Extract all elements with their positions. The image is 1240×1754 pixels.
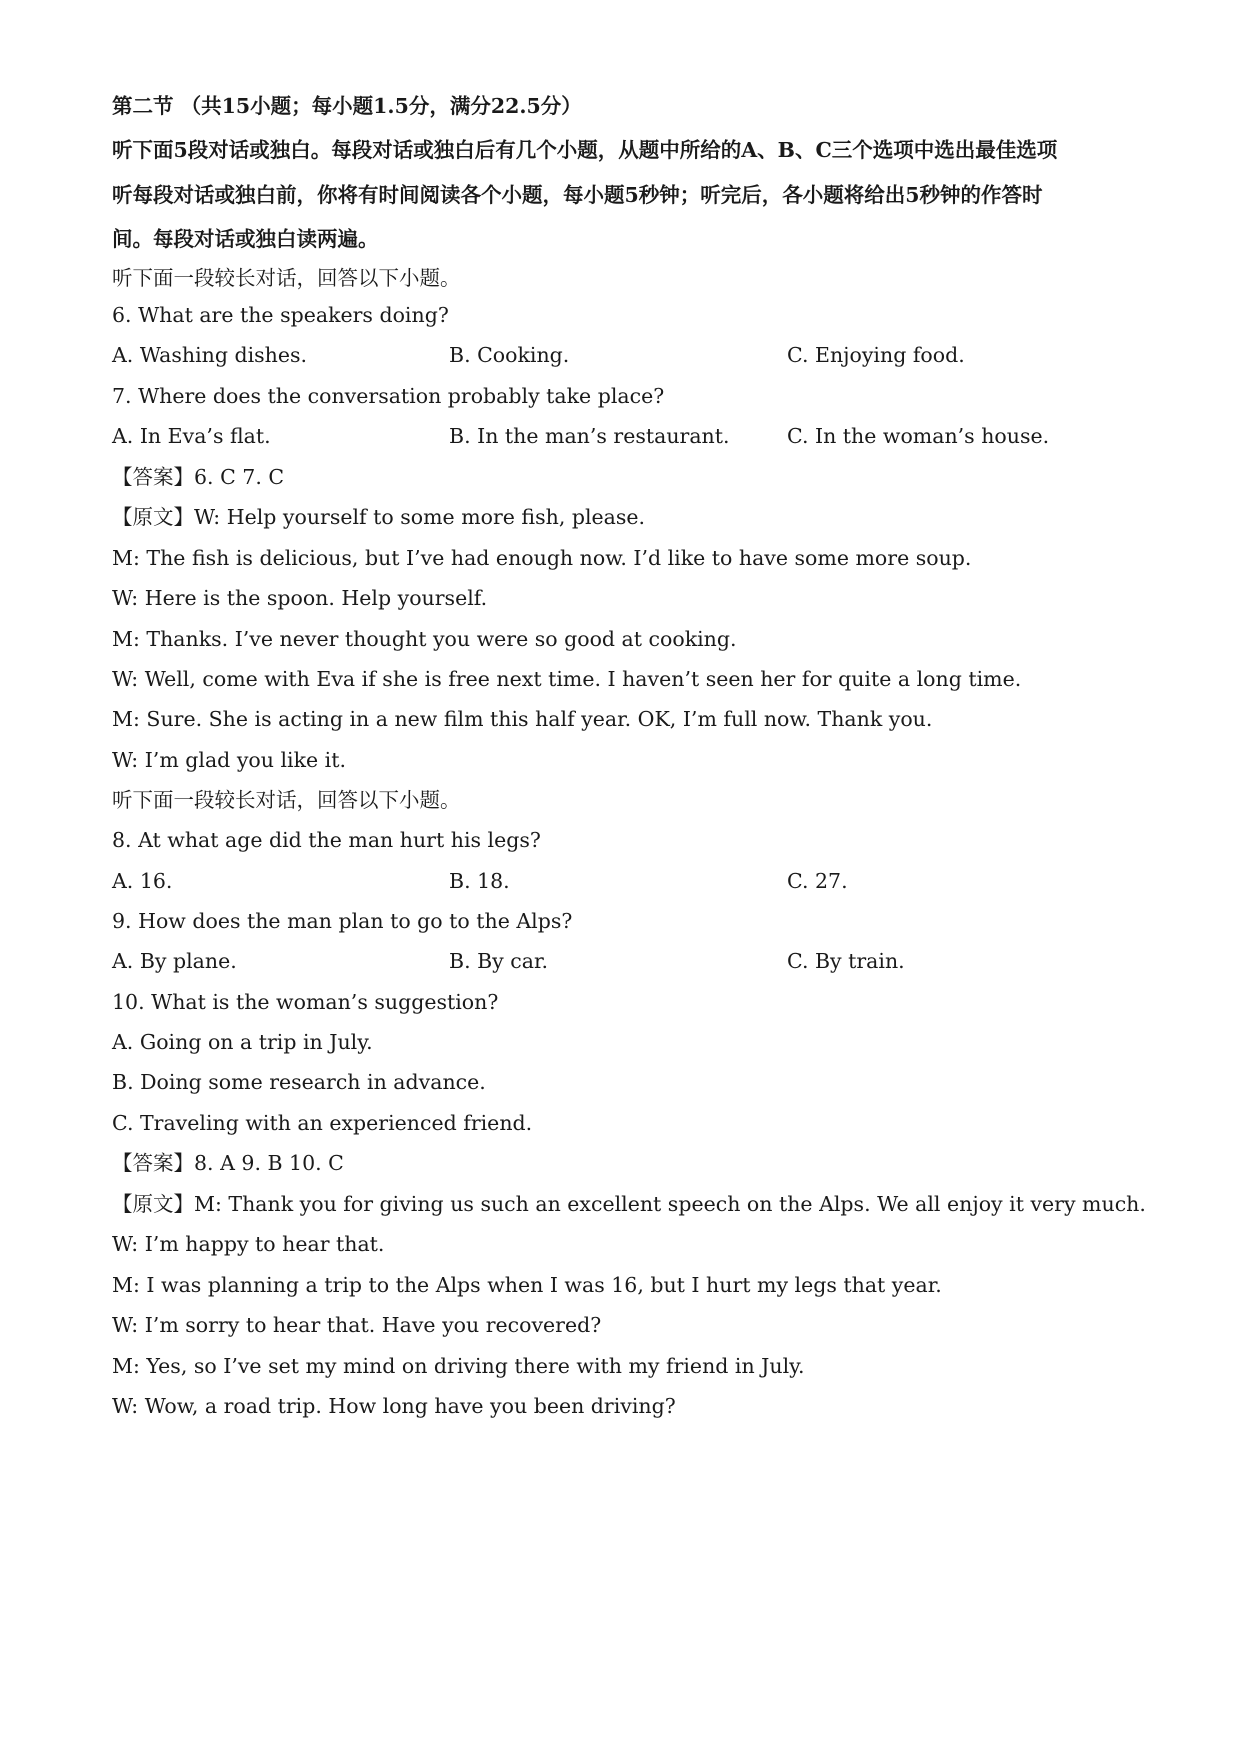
- transcript-line: M: The fish is delicious, but I’ve had enough now. I’d like to have some more soup.: [112, 546, 972, 570]
- option-a: A. 16.: [112, 869, 173, 893]
- option-b: B. 18.: [449, 869, 510, 893]
- option-a: A. By plane.: [112, 949, 237, 973]
- transcript-line: W: I’m happy to hear that.: [112, 1232, 385, 1256]
- option-a: A. Going on a trip in July.: [112, 1030, 373, 1054]
- option-b: B. In the man’s restaurant.: [449, 424, 730, 448]
- transcript-line: W: I’m glad you like it.: [112, 748, 346, 772]
- option-b: B. Cooking.: [449, 343, 570, 367]
- option-c: C. 27.: [787, 869, 848, 893]
- transcript-line: W: Wow, a road trip. How long have you been driving?: [112, 1394, 676, 1418]
- question-stem: 9. How does the man plan to go to the Alps?: [112, 909, 573, 933]
- transcript-line: 【原文】W: Help yourself to some more fish, please.: [112, 505, 646, 529]
- transcript-line: M: Thanks. I’ve never thought you were so good at cooking.: [112, 627, 737, 651]
- transcript-line: M: Yes, so I’ve set my mind on driving there with my friend in July.: [112, 1354, 805, 1378]
- passage-prompt: 听下面一段较长对话，回答以下小题。: [112, 266, 461, 290]
- option-b: B. Doing some research in advance.: [112, 1070, 486, 1094]
- passage-prompt: 听下面一段较长对话，回答以下小题。: [112, 788, 461, 812]
- transcript-line: W: Well, come with Eva if she is free next time. I haven’t seen her for quite a long time.: [112, 667, 1022, 691]
- transcript-line: 【原文】M: Thank you for giving us such an excellent speech on the Alps. We all enjoy it very much.: [112, 1192, 1146, 1216]
- option-c: C. Enjoying food.: [787, 343, 965, 367]
- transcript-line: W: Here is the spoon. Help yourself.: [112, 586, 488, 610]
- answer-line: 【答案】8. A 9. B 10. C: [112, 1151, 344, 1175]
- transcript-line: M: I was planning a trip to the Alps when I was 16, but I hurt my legs that year.: [112, 1273, 942, 1297]
- option-c: C. Traveling with an experienced friend.: [112, 1111, 533, 1135]
- option-a: A. Washing dishes.: [112, 343, 308, 367]
- question-stem: 6. What are the speakers doing?: [112, 303, 449, 327]
- instruction-line: 间。每段对话或独白读两遍。: [112, 227, 379, 251]
- section-title: 第二节 （共15小题；每小题1.5分，满分22.5分）: [112, 94, 582, 118]
- option-c: C. In the woman’s house.: [787, 424, 1050, 448]
- question-stem: 10. What is the woman’s suggestion?: [112, 990, 499, 1014]
- option-b: B. By car.: [449, 949, 549, 973]
- answer-line: 【答案】6. C 7. C: [112, 465, 285, 489]
- instruction-line: 听下面5段对话或独白。每段对话或独白后有几个小题，从题中所给的A、B、C三个选项中选出最佳选项: [112, 138, 1058, 162]
- transcript-line: M: Sure. She is acting in a new film this half year. OK, I’m full now. Thank you.: [112, 707, 933, 731]
- option-a: A. In Eva’s flat.: [112, 424, 271, 448]
- question-stem: 7. Where does the conversation probably take place?: [112, 384, 665, 408]
- transcript-line: W: I’m sorry to hear that. Have you recovered?: [112, 1313, 602, 1337]
- question-stem: 8. At what age did the man hurt his legs?: [112, 828, 541, 852]
- option-c: C. By train.: [787, 949, 905, 973]
- instruction-line: 听每段对话或独白前，你将有时间阅读各个小题，每小题5秒钟；听完后，各小题将给出5秒钟的作答时: [112, 183, 1043, 207]
